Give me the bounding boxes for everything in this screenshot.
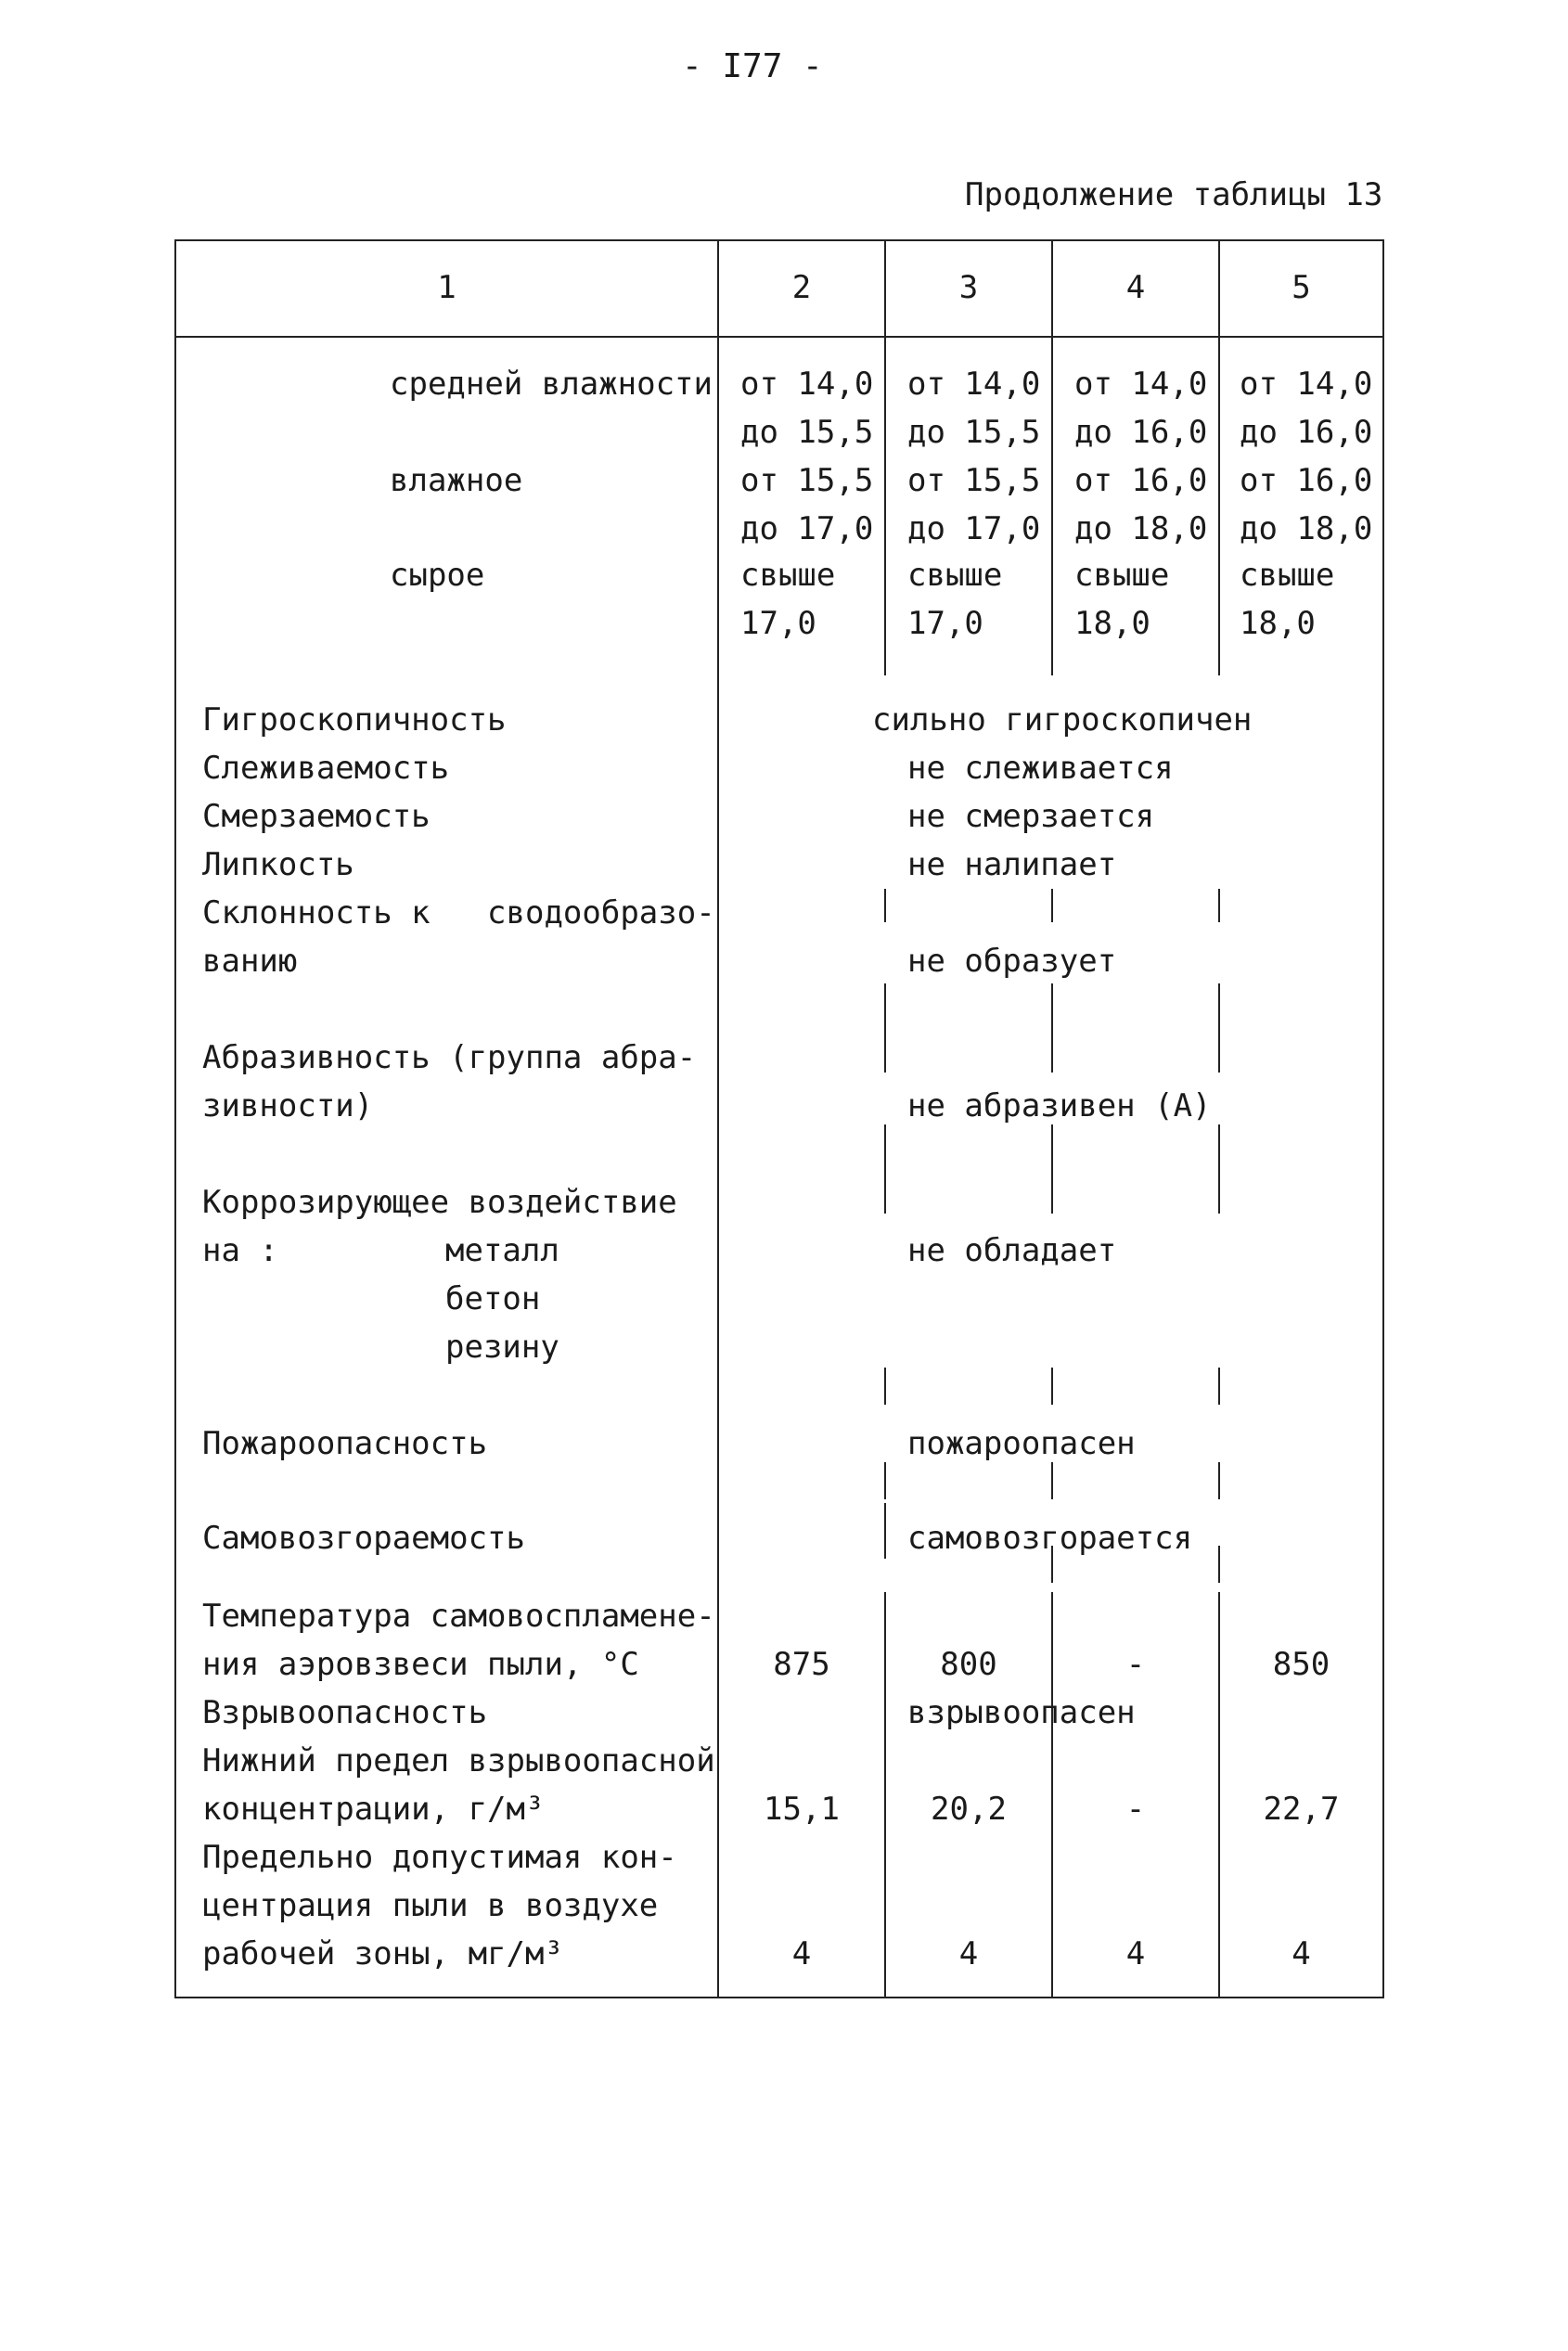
col-divider-4-seg bbox=[1218, 1462, 1220, 1499]
cell: до 17,0 bbox=[740, 510, 874, 547]
property-label: Коррозирующее воздействие bbox=[202, 1184, 677, 1221]
cell: 4 bbox=[1292, 1935, 1311, 1972]
col-divider-2-seg bbox=[884, 983, 886, 1073]
cell: 22,7 bbox=[1263, 1791, 1340, 1828]
page-number: - I77 - bbox=[682, 47, 823, 85]
property-label: Температура самовоспламене- bbox=[202, 1598, 715, 1635]
cell: до 15,5 bbox=[907, 414, 1041, 451]
col-divider-3-seg bbox=[1051, 1462, 1053, 1499]
corrosion-item-concrete: бетон bbox=[445, 1280, 541, 1317]
cell: от 16,0 bbox=[1074, 462, 1208, 499]
col-divider-2-seg bbox=[884, 889, 886, 922]
property-value: сильно гигроскопичен bbox=[872, 701, 1253, 739]
cell: от 14,0 bbox=[1074, 366, 1208, 403]
cell: до 16,0 bbox=[1074, 414, 1208, 451]
cell: от 14,0 bbox=[907, 366, 1041, 403]
property-label: рабочей зоны, мг/м³ bbox=[202, 1935, 563, 1972]
property-value: пожароопасен bbox=[907, 1425, 1136, 1462]
cell: свыше bbox=[740, 557, 836, 594]
cell: 18,0 bbox=[1074, 605, 1150, 642]
cell: 20,2 bbox=[931, 1791, 1007, 1828]
col-divider-4-seg bbox=[1218, 1124, 1220, 1214]
table-left-border bbox=[174, 239, 176, 1998]
property-label: Пожароопасность bbox=[202, 1425, 488, 1462]
cell: 18,0 bbox=[1240, 605, 1316, 642]
property-label: Нижний предел взрывоопасной bbox=[202, 1742, 715, 1779]
property-label: Липкость bbox=[202, 846, 354, 883]
cell: 17,0 bbox=[907, 605, 983, 642]
cell: свыше bbox=[907, 557, 1003, 594]
property-value: не абразивен (А) bbox=[907, 1087, 1212, 1124]
col-divider-3-seg bbox=[1051, 889, 1053, 922]
cell: до 18,0 bbox=[1240, 510, 1373, 547]
cell: - bbox=[1125, 1646, 1146, 1683]
table-bottom-rule bbox=[174, 1997, 1384, 1998]
property-label: Взрывоопасность bbox=[202, 1694, 488, 1731]
property-label: на : bbox=[202, 1232, 278, 1269]
cell: свыше bbox=[1074, 557, 1170, 594]
property-label: Смерзаемость bbox=[202, 798, 431, 835]
cell: до 17,0 bbox=[907, 510, 1041, 547]
property-value: не налипает bbox=[907, 846, 1117, 883]
property-value: взрывоопасен bbox=[907, 1694, 1136, 1731]
cell: 4 bbox=[791, 1935, 812, 1972]
col-divider-3-seg bbox=[1051, 1368, 1053, 1405]
property-value: не смерзается bbox=[907, 798, 1155, 835]
cell: от 15,5 bbox=[740, 462, 874, 499]
property-label: Склонность к сводообразо- bbox=[202, 894, 715, 931]
cell: 800 bbox=[940, 1646, 997, 1683]
col-divider-2-seg bbox=[884, 1368, 886, 1405]
corrosion-item-rubber: резину bbox=[445, 1329, 559, 1366]
column-header-5: 5 bbox=[1292, 269, 1311, 306]
col-divider-4-seg bbox=[1218, 983, 1220, 1073]
cell: от 14,0 bbox=[740, 366, 874, 403]
column-header-1: 1 bbox=[437, 269, 456, 306]
col-divider-4-seg bbox=[1218, 1546, 1220, 1583]
cell: 15,1 bbox=[764, 1791, 840, 1828]
cell: от 15,5 bbox=[907, 462, 1041, 499]
col-divider-2-seg bbox=[884, 1462, 886, 1499]
cell: 4 bbox=[958, 1935, 979, 1972]
cell: 4 bbox=[1125, 1935, 1146, 1972]
col-divider-1 bbox=[717, 239, 719, 1998]
property-label: Предельно допустимая кон- bbox=[202, 1839, 677, 1876]
cell: от 14,0 bbox=[1240, 366, 1373, 403]
property-label: Самовозгораемость bbox=[202, 1520, 525, 1557]
property-label: ванию bbox=[202, 943, 298, 980]
cell: до 16,0 bbox=[1240, 414, 1373, 451]
property-label: зивности) bbox=[202, 1087, 374, 1124]
table-caption: Продолжение таблицы 13 bbox=[965, 176, 1383, 213]
row-label: сырое bbox=[390, 557, 485, 594]
property-label: центрация пыли в воздухе bbox=[202, 1887, 659, 1924]
property-label: Гигроскопичность bbox=[202, 701, 507, 739]
cell: до 15,5 bbox=[740, 414, 874, 451]
col-divider-4-seg bbox=[1218, 1368, 1220, 1405]
property-value: не обладает bbox=[907, 1232, 1117, 1269]
col-divider-3-seg bbox=[1051, 983, 1053, 1073]
property-label: концентрации, г/м³ bbox=[202, 1791, 545, 1828]
col-divider-4-seg bbox=[1218, 889, 1220, 922]
row-label: средней влажности bbox=[390, 366, 713, 403]
cell: 875 bbox=[773, 1646, 830, 1683]
property-value: не слеживается bbox=[907, 750, 1174, 787]
column-header-4: 4 bbox=[1125, 269, 1146, 306]
cell: 17,0 bbox=[740, 605, 816, 642]
property-value: не образует bbox=[907, 943, 1117, 980]
col-divider-2-seg bbox=[884, 1124, 886, 1214]
table-right-border bbox=[1382, 239, 1384, 1998]
column-header-2: 2 bbox=[791, 269, 812, 306]
col-divider-2-seg bbox=[884, 1503, 886, 1559]
property-label: Абразивность (группа абра- bbox=[202, 1039, 697, 1076]
row-label: влажное bbox=[390, 462, 523, 499]
cell: от 16,0 bbox=[1240, 462, 1373, 499]
header-bottom-rule bbox=[174, 336, 1384, 338]
property-label: Слеживаемость bbox=[202, 750, 450, 787]
cell: 850 bbox=[1272, 1646, 1330, 1683]
cell: до 18,0 bbox=[1074, 510, 1208, 547]
cell: свыше bbox=[1240, 557, 1335, 594]
col-divider-3-seg bbox=[1051, 1124, 1053, 1214]
column-header-3: 3 bbox=[958, 269, 979, 306]
cell: - bbox=[1125, 1791, 1146, 1828]
property-label: ния аэровзвеси пыли, °С bbox=[202, 1646, 639, 1683]
table-top-rule bbox=[174, 239, 1384, 241]
property-value: самовозгорается bbox=[907, 1520, 1193, 1557]
corrosion-item-metal: металл bbox=[445, 1232, 559, 1269]
